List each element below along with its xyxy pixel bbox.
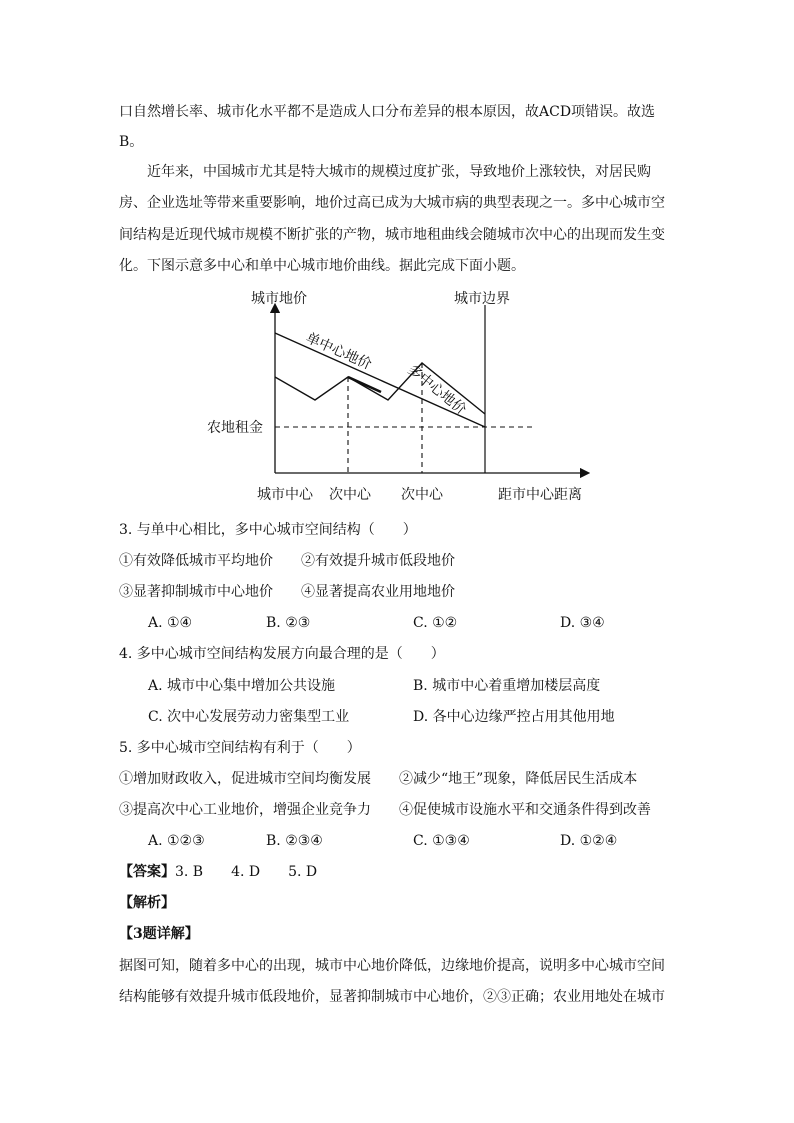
choice-b: B. ②③④ — [266, 833, 323, 849]
text-line: 口自然增长率、城市化水平都不是造成人口分布差异的根本原因，故ACD项错误。故选 — [119, 104, 656, 120]
land-price-diagram — [195, 283, 615, 515]
question-stem: 3. 与单中心相比，多中心城市空间结构（ ） — [119, 522, 417, 538]
choice-a: A. 城市中心集中增加公共设施 — [148, 678, 336, 694]
answer-text: 3. B 4. D 5. D — [175, 864, 318, 880]
city-boundary-label: 城市边界 — [454, 291, 510, 307]
statement-line: ③显著抑制城市中心地价 ④显著提高农业用地地价 — [119, 584, 455, 600]
explanation-line: 结构能够有效提升城市低段地价，显著抑制城市中心地价，②③正确；农业用地处在城市 — [119, 989, 665, 1005]
choice-c: C. ①③④ — [413, 833, 470, 849]
statement-line: ①增加财政收入，促进城市空间均衡发展 ②减少“地王”现象，降低居民生活成本 — [119, 771, 638, 787]
choice-a: A. ①②③ — [148, 833, 205, 849]
explanation-line: 据图可知，随着多中心的出现，城市中心地价降低，边缘地价提高，说明多中心城市空间 — [119, 958, 665, 974]
choice-a: A. ①④ — [148, 615, 193, 631]
farm-rent-label: 农地租金 — [207, 420, 263, 436]
x-label-sub-center-1: 次中心 — [329, 487, 371, 503]
x-label-city-center: 城市中心 — [257, 487, 313, 503]
choice-d: D. 各中心边缘严控占用其他用地 — [413, 709, 615, 725]
question-stem: 4. 多中心城市空间结构发展方向最合理的是（ ） — [119, 646, 445, 662]
text-line: 间结构是近现代城市规模不断扩张的产物，城市地租曲线会随城市次中心的出现而发生变 — [119, 227, 665, 243]
text-line: 化。下图示意多中心和单中心城市地价曲线。据此完成下面小题。 — [119, 258, 525, 274]
choice-b: B. ②③ — [266, 615, 311, 631]
single-center-curve-label: 单中心地价 — [303, 330, 374, 374]
x-label-sub-center-2: 次中心 — [401, 487, 443, 503]
overlap-segment — [348, 377, 381, 392]
choice-d: D. ①②④ — [560, 833, 618, 849]
text-line: 近年来，中国城市尤其是特大城市的规模过度扩张，导致地价上涨较快，对居民购 — [147, 164, 651, 180]
text-line: 房、企业选址等带来重要影响，地价过高已成为大城市病的典型表现之一。多中心城市空 — [119, 195, 665, 211]
choice-c: C. ①② — [413, 615, 458, 631]
multi-center-curve-label: 多中心地价 — [404, 361, 469, 419]
choice-b: B. 城市中心着重增加楼层高度 — [413, 678, 601, 694]
y-axis-label: 城市地价 — [251, 291, 307, 307]
statement-line: ③提高次中心工业地价，增强企业竞争力 ④促使城市设施水平和交通条件得到改善 — [119, 802, 651, 818]
detail-tag: 【3题详解】 — [119, 926, 199, 942]
x-label-distance: 距市中心距离 — [498, 487, 582, 503]
answer-line — [119, 862, 317, 882]
text-line: B。 — [119, 134, 144, 150]
statement-line: ①有效降低城市平均地价 ②有效提升城市低段地价 — [119, 553, 455, 569]
question-stem: 5. 多中心城市空间结构有利于（ ） — [119, 740, 361, 756]
choice-c: C. 次中心发展劳动力密集型工业 — [148, 709, 350, 725]
analysis-tag: 【解析】 — [119, 895, 175, 911]
choice-d: D. ③④ — [560, 615, 605, 631]
answer-tag: 【答案】 — [119, 864, 175, 880]
